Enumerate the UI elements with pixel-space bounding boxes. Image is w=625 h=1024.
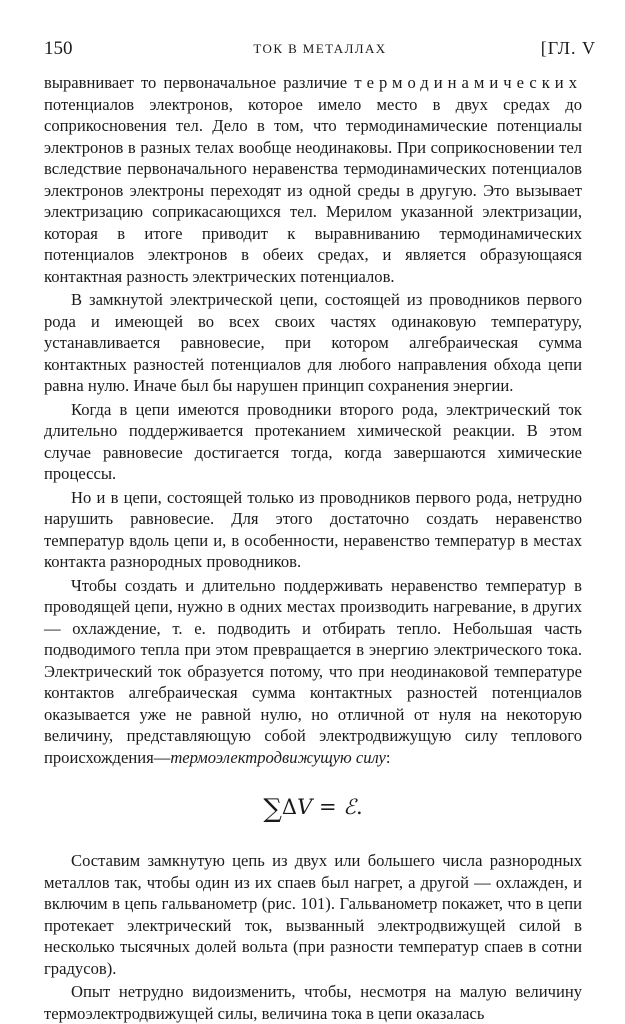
paragraph-5-colon: : <box>385 747 391 767</box>
formula-equals: = <box>312 795 344 819</box>
chapter-label: [ГЛ. V <box>540 38 596 58</box>
formula-period: . <box>355 795 363 819</box>
italic-term: термоэлектродвижущую силу <box>170 747 386 767</box>
running-title: ТОК В МЕТАЛЛАХ <box>253 41 387 56</box>
emf-symbol: ℰ <box>343 795 356 819</box>
paragraph-4: Но и в цепи, состоящей только из проводников первого рода, нетрудно нарушить равновесие. Для этого достаточно создать неравенство температур вдоль цепи и, в особенности, неравенство температур в местах контакта разнородных проводников. <box>44 487 582 571</box>
delta-symbol: Δ <box>281 795 298 819</box>
formula-variable: V <box>297 795 313 819</box>
emf-formula <box>44 790 582 824</box>
page-header <box>44 38 596 62</box>
paragraph-5 <box>44 575 582 769</box>
paragraph-3: Когда в цепи имеются проводники второго рода, электрический ток длительно поддерживается протеканием химической реакции. В этом случае равновесие достигается тогда, когда завершаются химические процессы. <box>44 399 582 483</box>
sum-symbol: ∑ <box>263 794 282 824</box>
paragraph-1-lead: выравнивает то первоначальное различие <box>44 73 355 92</box>
paragraph-1-rest: потенциалов электронов, которое имело место в двух средах до соприкосновения тел. Дело в том, что термодинамические потенциалы электронов в разных телах вообще неодинаковы. При соприкосновении тел вследствие первоначального неравенства термодинамических потенциалов электронов электроны переходят из одной среды в другую. Это вызывает электризацию соприкасающихся тел. Мерилом указанной электризации, которая в итоге приводит к выравниванию термодинамических потенциалов электронов в обеих средах, и является образующаяся контактная разность электрических потенциалов. <box>44 94 582 286</box>
paragraph-6: Составим замкнутую цепь из двух или большего числа разнородных металлов так, чтобы один из их спаев был нагрет, а другой — охлажден, и включим в цепь гальванометр (рис. 101). Гальванометр покажет, что в цепи протекает электрический ток, вызванный электродвижущей силой в несколько тысячных долей вольта (при разности температур спаев в сотни градусов). <box>44 851 582 978</box>
paragraph-7: Опыт нетрудно видоизменить, чтобы, несмотря на малую величину термоэлектродвижущей силы, величина тока в цепи оказалась <box>44 982 582 1023</box>
paragraph-5-text: Чтобы создать и длительно поддерживать неравенство температур в проводящей цепи, нужно в одних местах производить нагревание, в других — охлаждение, т. е. подводить и отбирать тепло. Небольшая часть подводимого тепла при этом превращается в энергию электрического тока. Электрический ток образуется потому, что при неодинаковой температуре контактов алгебраическая сумма контактных разностей потенциалов оказывается уже не равной нулю, но отличной от нуля на некоторую величину, представляющую собой электродвижущую силу теплового происхождения— <box>44 575 582 767</box>
page-body <box>44 72 582 1024</box>
paragraph-2: В замкнутой электрической цепи, состоящей из проводников первого рода и имеющей во всех своих частях одинаковую температуру, устанавливается равновесие, при котором алгебраическая сумма контактных разностей потенциалов для любого направления обхода цепи равна нулю. Иначе был бы нарушен принцип сохранения энергии. <box>44 290 582 395</box>
page-number: 150 <box>44 38 73 59</box>
spaced-term: термодинамических <box>354 73 582 92</box>
paragraph-1 <box>44 72 582 287</box>
